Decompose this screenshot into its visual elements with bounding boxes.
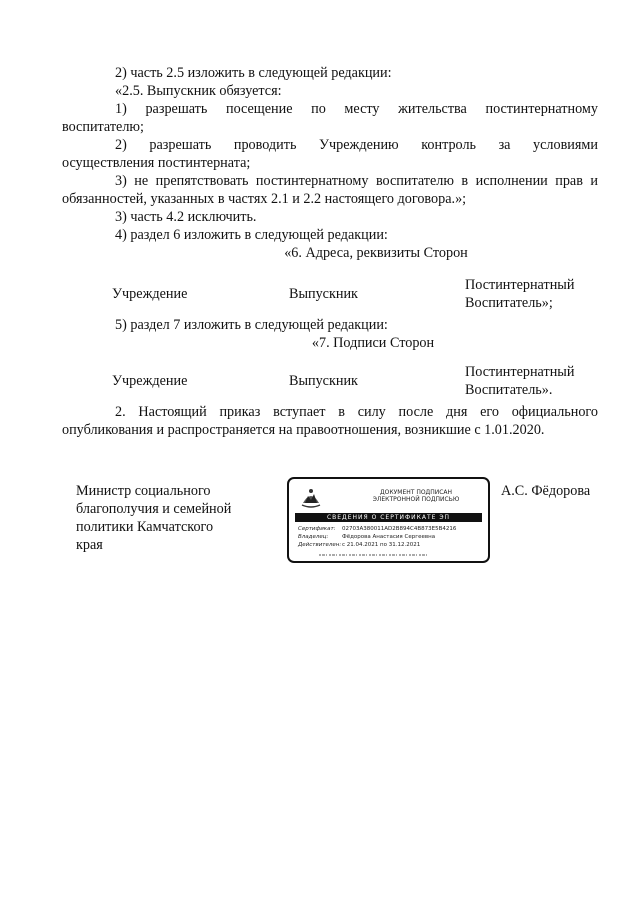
stamp-title-line2: ЭЛЕКТРОННОЙ ПОДПИСЬЮ: [372, 496, 460, 503]
stamp-owner-value: Фёдорова Анастасия Сергеевна: [342, 534, 436, 540]
table6-col-tutor-line2: Воспитатель»;: [465, 295, 553, 311]
stamp-valid-label: Действителен:: [298, 542, 342, 548]
coat-of-arms-icon: [299, 485, 323, 509]
stamp-valid-row: [298, 542, 420, 549]
table7-col-tutor-line2: Воспитатель».: [465, 382, 553, 398]
stamp-cert-value: 02703A380011AD2B894C4B873E5B4216: [342, 526, 457, 532]
effective-clause-line2: опубликования и распространяется на правоотношения, возникшие с 1.01.2020.: [62, 422, 545, 438]
amend-item-3: 3) часть 4.2 исключить.: [115, 209, 257, 225]
table6-col-tutor-line1: Постинтернатный: [465, 277, 575, 293]
clause-item-2-line1: 2) разрешать проводить Учреждению контроль за условиями: [115, 137, 598, 153]
stamp-owner-label: Владелец:: [298, 534, 329, 540]
clause-item-3-line1: 3) не препятствовать постинтернатному воспитателю в исполнении прав и: [115, 173, 598, 189]
section-7-title: «7. Подписи Сторон: [311, 335, 435, 351]
clause-item-1-line2: воспитателю;: [62, 119, 144, 135]
stamp-valid-value: с 21.04.2021 по 31.12.2021: [342, 542, 421, 548]
electronic-signature-stamp: [287, 477, 490, 563]
signatory-position-line1: Министр социального: [76, 483, 211, 499]
section-6-title: «6. Адреса, реквизиты Сторон: [284, 245, 468, 261]
clause-item-3-line2: обязанностей, указанных в частях 2.1 и 2.2 настоящего договора.»;: [62, 191, 467, 207]
stamp-owner-row: [298, 534, 435, 541]
signatory-position-line4: края: [76, 537, 103, 553]
table7-col-institution: Учреждение: [112, 373, 188, 389]
effective-clause-line1: 2. Настоящий приказ вступает в силу после дня его официального: [115, 404, 598, 420]
stamp-title-line1: ДОКУМЕНТ ПОДПИСАН: [379, 489, 453, 496]
amend-item-4: 4) раздел 6 изложить в следующей редакции:: [115, 227, 388, 243]
table7-col-graduate: Выпускник: [289, 373, 358, 389]
table6-col-graduate: Выпускник: [289, 286, 358, 302]
clause-item-2-line2: осуществления постинтерната;: [62, 155, 251, 171]
table7-col-tutor-line1: Постинтернатный: [465, 364, 575, 380]
signatory-position-line3: политики Камчатского: [76, 519, 214, 535]
amend-item-5: 5) раздел 7 изложить в следующей редакции:: [115, 317, 388, 333]
clause-item-1-line1: 1) разрешать посещение по месту жительства постинтернатному: [115, 101, 598, 117]
stamp-certificate-band: СВЕДЕНИЯ О СЕРТИФИКАТЕ ЭП: [295, 513, 482, 522]
stamp-noise-pattern: [319, 552, 429, 558]
stamp-certificate-row: [298, 526, 456, 533]
signatory-position-line2: благополучия и семейной: [76, 501, 232, 517]
stamp-cert-label: Сертификат:: [298, 526, 336, 532]
clause-2-5-heading: «2.5. Выпускник обязуется:: [115, 83, 282, 99]
table6-col-institution: Учреждение: [112, 286, 188, 302]
signatory-name: А.С. Фёдорова: [501, 483, 591, 499]
amend-item-2: 2) часть 2.5 изложить в следующей редакции:: [115, 65, 392, 81]
